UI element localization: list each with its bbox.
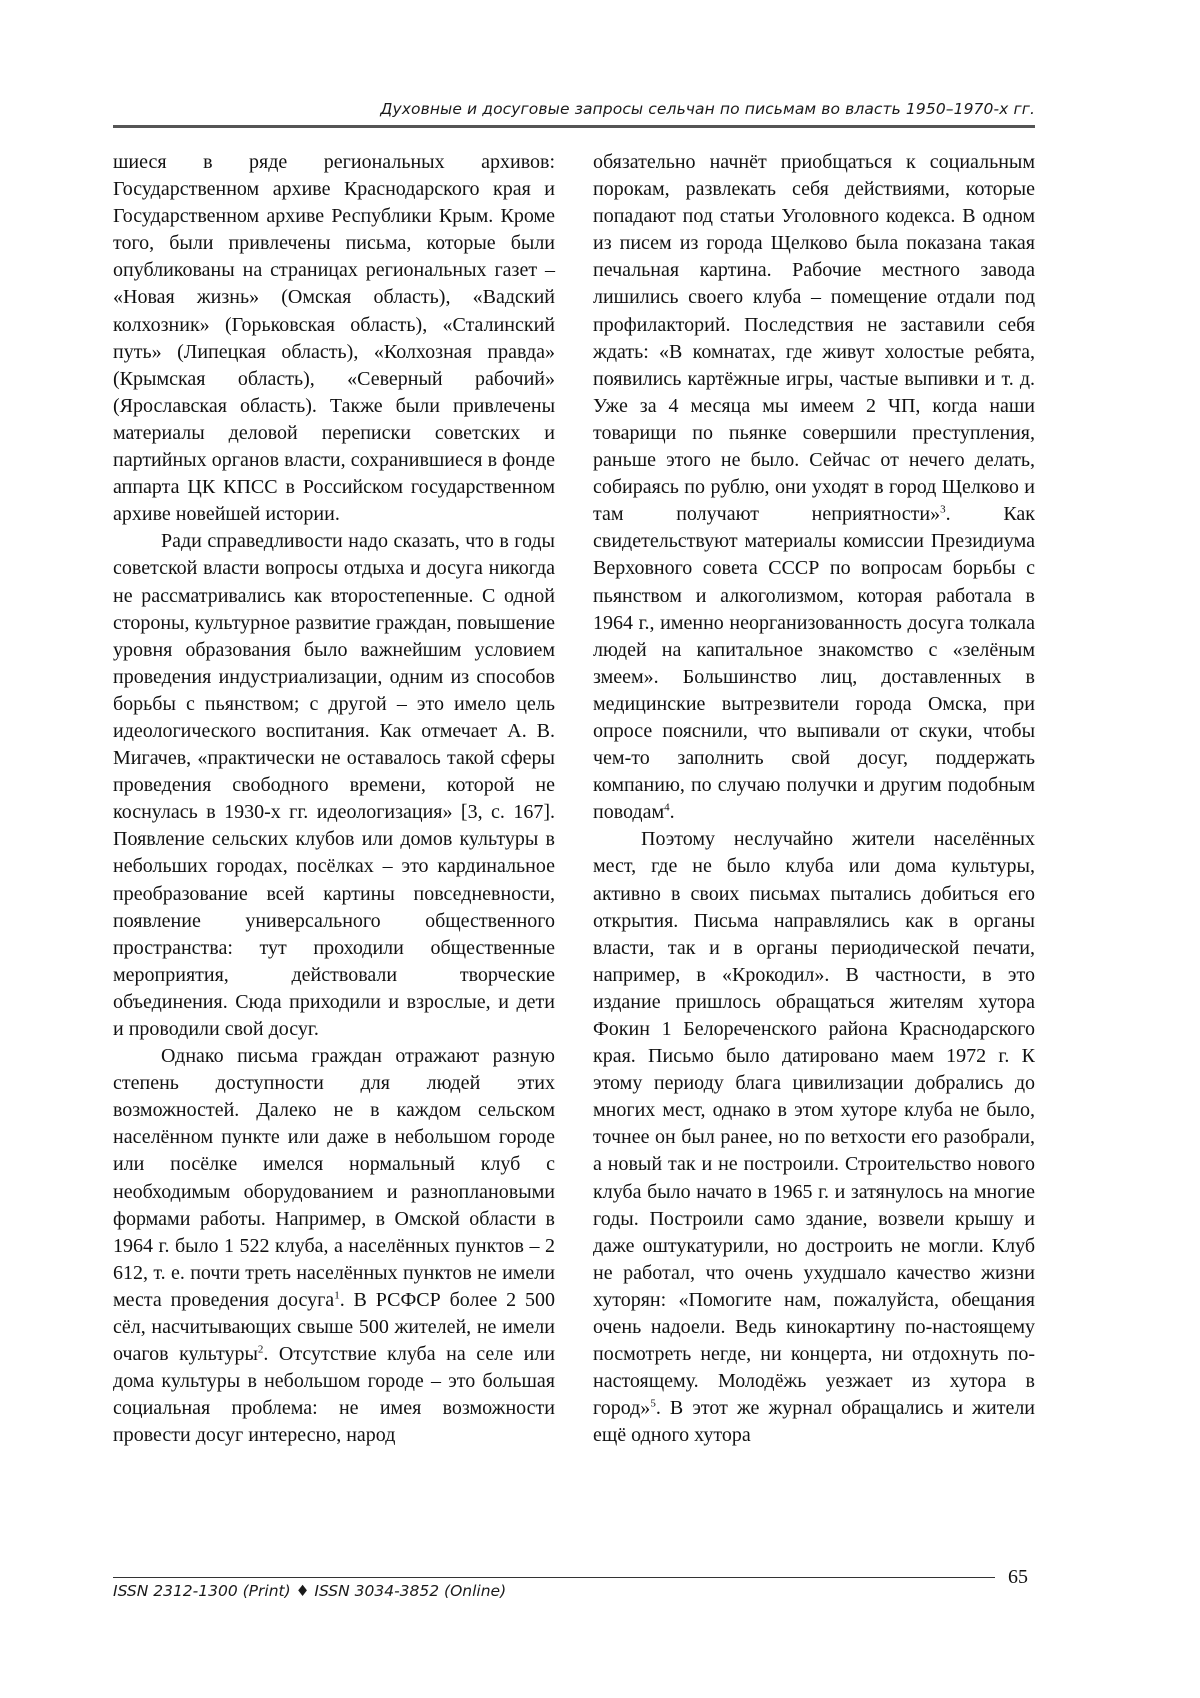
paragraph-text: Однако письма граждан отражают разную степень доступности для людей этих возможностей. Далеко не в каждом сельском населённом пункте или даже в небольшом городе или посёлке имелся нормальный клуб с необходимым оборудованием и разноплановыми формами работы. Например, в Омской области в 1964 г. было 1 522 клуба, а населённых пунктов – 2 612, т. е. почти треть населённых пунктов не имели места проведения досуга (113, 1045, 555, 1311)
paragraph-text: Поэтому неслучайно жители населённых мест, где не было клуба или дома культуры, активно в своих письмах пытались добиться его открытия. Письма направлялись как в органы власти, так и в органы периодической печати, например, в «Крокодил». В частности, в это издание пришлось обращаться жителям хутора Фокин 1 Белореченского района Краснодарского края. Письмо было датировано маем 1972 г. К этому периоду блага цивилизации добрались до многих мест, однако в этом хуторе клуба не было, точнее он был ранее, но по ветхости его разобрали, а новый так и не построили. Строительство нового клуба было начато в 1965 г. и затянулось на многие годы. Построили само здание, возвели крышу и даже оштукатурили, но достроить не могли. Клуб не работал, что очень ухудшало качество жизни хуторян: «Помогите нам, пожалуйста, обещания очень надоели. Ведь кинокартину по-настоящему посмотреть негде, ни концерта, ни отдохнуть по-настоящему. Молодёжь уезжает из хутора в город» (593, 828, 1035, 1420)
running-title: Духовные и досуговые запросы сельчан по письмам во власть 1950–1970-х гг. (380, 100, 1035, 118)
footnote-ref: 2 (257, 1343, 264, 1356)
header-divider (113, 125, 1035, 128)
paragraph-text: . (669, 801, 675, 824)
page-number: 65 (1008, 1566, 1028, 1588)
paragraph-text: . В РСФСР более 2 500 сёл, насчитывающих свыше 500 жителей, не имели очагов культуры (113, 1288, 555, 1366)
paragraph-text: обязательно начнёт приобщаться к социальным порокам, развлекать себя действиями, которые попадают под статьи Уголовного кодекса. В одном из писем из города Щелково была показана такая печальная картина. Рабочие местного завода лишились своего клуба – помещение отдали под профилакторий. Последствия не заставили себя ждать: «В комнатах, где живут холостые ребята, появились картёжные игры, частые выпивки и т. д. Уже за 4 месяца мы имеем 2 ЧП, когда наши товарищи по пьянке совершили преступления, раньше этого не было. Сейчас от нечего делать, собираясь по рублю, они уходят в город Щелково и там получают неприятности» (593, 151, 1035, 526)
paragraph-text: Ради справедливости надо сказать, что в годы советской власти вопросы отдыха и досуга никогда не рассматривались как второстепенные. С одной стороны, культурное развитие граждан, повышение уровня образования было важнейшим условием проведения индустриализации, одним из способов борьбы с пьянством; с другой – это имело цель идеологического воспитания. Как отмечает А. В. Мигачев, «практически не оставалось такой сферы проведения свободного времени, которой не коснулась в 1930-х гг. идеологизация» [3, с. 167]. Появление сельских клубов или домов культуры в небольших городах, посёлках – это кардинальное преобразование всей картины повседневности, появление универсального общественного пространства: тут проходили общественные мероприятия, действовали творческие объединения. Сюда приходили и взрослые, и дети и проводили свой досуг. (113, 530, 555, 1040)
paragraph (593, 149, 1035, 826)
paragraph (113, 528, 555, 1043)
right-column (593, 149, 1035, 1450)
paragraph (593, 826, 1035, 1449)
footnote-ref: 1 (334, 1289, 340, 1302)
footnote-ref: 3 (940, 503, 946, 516)
paragraph-text: . Как свидетельствуют материалы комиссии Президиума Верховного совета СССР по вопросам борьбы с пьянством и алкоголизмом, которая работала в 1964 г., именно неорганизованность досуга толкала людей на капитальное знакомство с «зелёным змеем». Большинство лиц, доставленных в медицинские вытрезвители города Омска, при опросе пояснили, что выпивали от скуки, чтобы чем-то заполнить свой досуг, поддержать компанию, по случаю получки и другим подобным поводам (593, 503, 1035, 824)
paragraph-text: . Отсутствие клуба на селе или дома культуры в небольшом городе – это большая социальная проблема: не имея возможности провести досуг интересно, народ (113, 1343, 555, 1447)
paragraph-text: . В этот же журнал обращались и жители ещё одного хутора (593, 1397, 1035, 1447)
paragraph (113, 149, 555, 528)
footnote-ref: 4 (664, 801, 670, 814)
paragraph (113, 1043, 555, 1449)
issn-line: ISSN 2312-1300 (Print) ♦ ISSN 3034-3852 (Online) (113, 1582, 507, 1600)
paragraph-text: шиеся в ряде региональных архивов: Государственном архиве Краснодарского края и Государственном архиве Республики Крым. Кроме того, были привлечены письма, которые были опубликованы на страницах региональных газет – «Новая жизнь» (Омская область), «Вадский колхозник» (Горьковская область), «Сталинский путь» (Липецкая область), «Колхозная правда» (Крымская область), «Северный рабочий» (Ярославская область). Также были привлечены материалы деловой переписки советских и партийных органов власти, сохранившиеся в фонде аппарта ЦК КПСС в Российском государственном архиве новейшей истории. (113, 151, 555, 526)
footnote-ref: 5 (650, 1397, 656, 1410)
left-column (113, 149, 555, 1450)
footer-divider (113, 1577, 995, 1578)
